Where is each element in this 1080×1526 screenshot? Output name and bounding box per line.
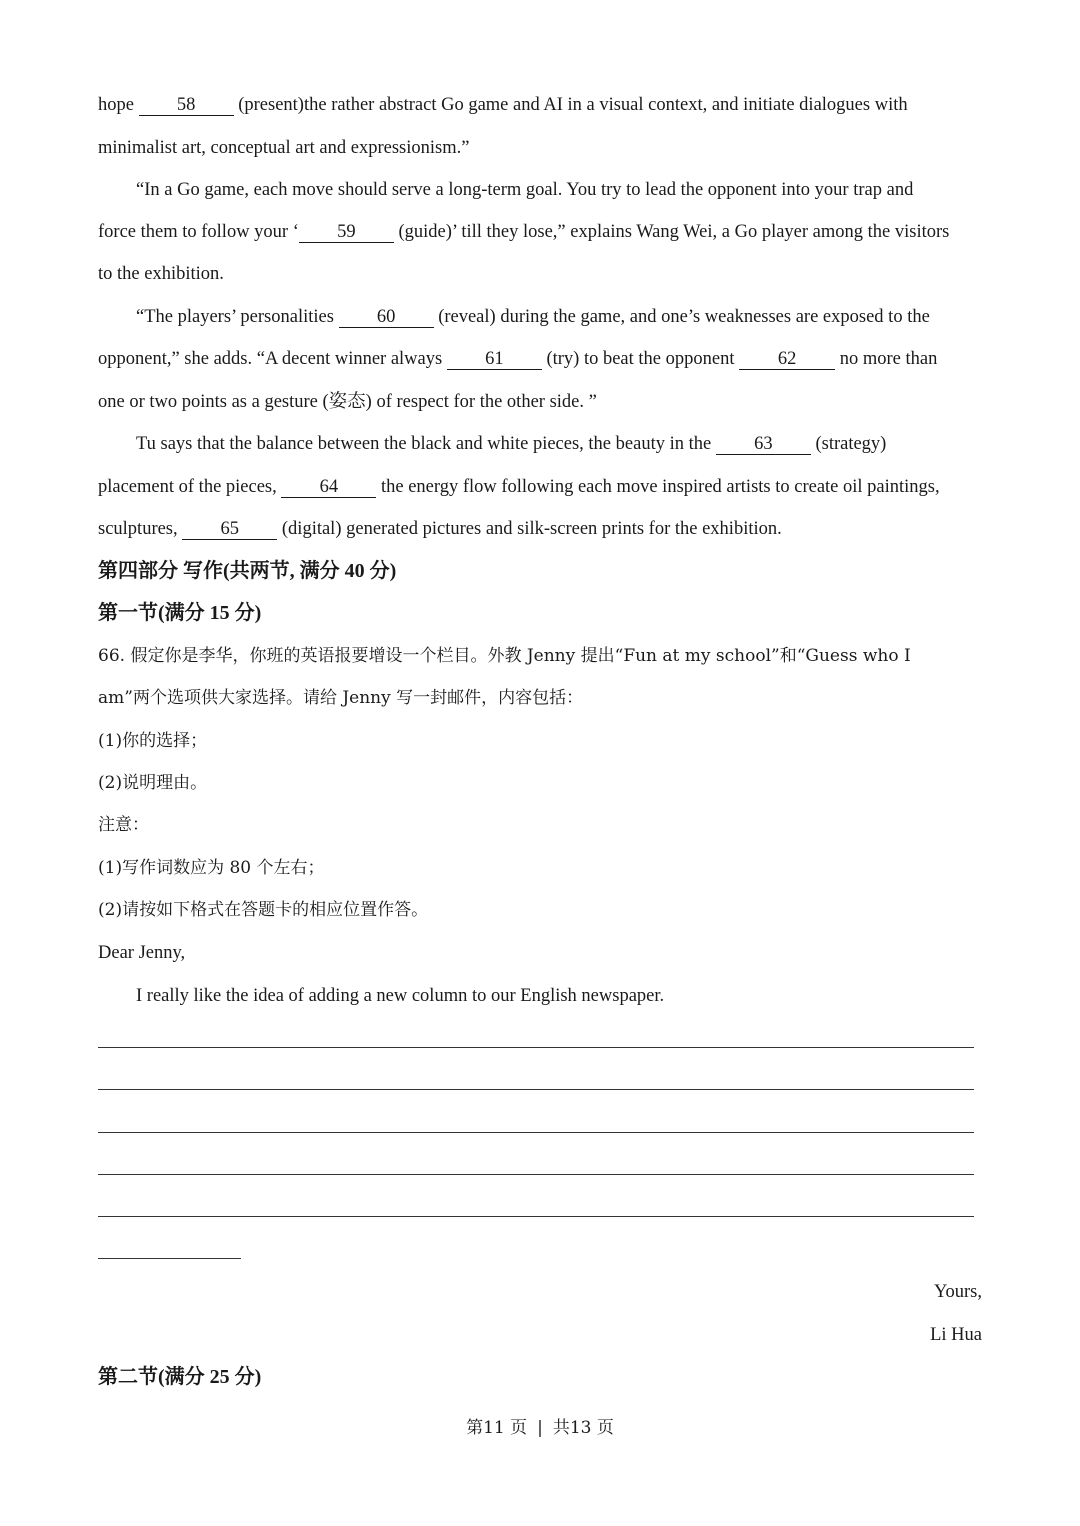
passage-text: placement of the pieces,: [98, 477, 282, 497]
answer-line: [98, 1089, 974, 1090]
passage-text: no more than: [835, 349, 938, 369]
passage-text: opponent,” she adds. “A decent winner always: [98, 349, 447, 369]
question-66-prompt: 66. 假定你是李华，你班的英语报要增设一个栏目。外教 Jenny 提出“Fun at my school”和“Guess who I: [98, 646, 911, 666]
note-2: (2)请按如下格式在答题卡的相应位置作答。: [98, 900, 429, 920]
passage-line: [98, 475, 988, 499]
passage-line: [98, 517, 988, 541]
answer-line: [98, 1132, 974, 1133]
answer-line-short: [98, 1258, 241, 1259]
blank-63: 63: [716, 434, 811, 455]
page-total: 共13 页: [552, 1418, 614, 1438]
passage-text: minimalist art, conceptual art and expressionism.”: [98, 138, 470, 158]
passage-text: (present)the rather abstract Go game and AI in a visual context, and initiate dialogues with: [233, 95, 908, 115]
page-footer: [0, 1413, 1080, 1438]
passage-text: (reveal) during the game, and one’s weaknesses are exposed to the: [433, 307, 930, 327]
note-1: (1)写作词数应为 80 个左右；: [98, 858, 325, 878]
note-label: 注意：: [98, 815, 149, 835]
passage-line: [98, 390, 988, 414]
passage-line: [136, 305, 988, 329]
passage-text: the energy flow following each move inspired artists to create oil paintings,: [376, 477, 940, 497]
passage-text: (guide)’ till they lose,” explains Wang Wei, a Go player among the visitors: [393, 222, 950, 242]
passage-text: hope: [98, 95, 139, 115]
requirement-1: (1)你的选择；: [98, 731, 208, 751]
blank-64: 64: [281, 477, 376, 498]
passage-text: (strategy): [810, 434, 887, 454]
blank-58: 58: [139, 95, 234, 116]
passage-text: force them to follow your ‘: [98, 222, 299, 242]
passage-text: sculptures,: [98, 519, 183, 539]
passage-text: (try) to beat the opponent: [541, 349, 740, 369]
closing: Yours,: [934, 1282, 982, 1302]
answer-line: [98, 1047, 974, 1048]
section2-heading: 第二节(满分 25 分): [98, 1366, 262, 1388]
passage-text: Tu says that the balance between the black and white pieces, the beauty in the: [136, 434, 716, 454]
passage-text: (digital) generated pictures and silk-screen prints for the exhibition.: [277, 519, 782, 539]
passage-text: one or two points as a gesture (姿态) of respect for the other side. ”: [98, 392, 597, 412]
passage-line: [98, 93, 988, 117]
passage-text: “The players’ personalities: [136, 307, 339, 327]
passage-line: [98, 220, 988, 244]
passage-line: [98, 262, 988, 286]
part-heading: 第四部分 写作(共两节, 满分 40 分): [98, 560, 397, 582]
blank-59: 59: [299, 222, 394, 243]
blank-65: 65: [182, 519, 277, 540]
passage-line: [136, 178, 988, 202]
blank-62: 62: [739, 349, 835, 370]
passage-line: [136, 432, 988, 456]
footer-separator: |: [537, 1418, 543, 1438]
passage-text: to the exhibition.: [98, 264, 224, 284]
salutation: Dear Jenny,: [98, 943, 186, 963]
signature: Li Hua: [930, 1325, 982, 1345]
section1-heading: 第一节(满分 15 分): [98, 602, 262, 624]
passage-line: [98, 347, 988, 371]
blank-60: 60: [339, 307, 434, 328]
page-number: 第11 页: [466, 1418, 528, 1438]
opening-sentence: I really like the idea of adding a new column to our English newspaper.: [136, 986, 665, 1006]
question-66-prompt-cont: am”两个选项供大家选择。请给 Jenny 写一封邮件，内容包括：: [98, 688, 584, 708]
passage-line: [98, 136, 988, 160]
blank-61: 61: [447, 349, 542, 370]
answer-line: [98, 1174, 974, 1175]
passage-text: “In a Go game, each move should serve a long-term goal. You try to lead the opponent into your trap and: [136, 180, 914, 200]
requirement-2: (2)说明理由。: [98, 773, 208, 793]
answer-line: [98, 1216, 974, 1217]
